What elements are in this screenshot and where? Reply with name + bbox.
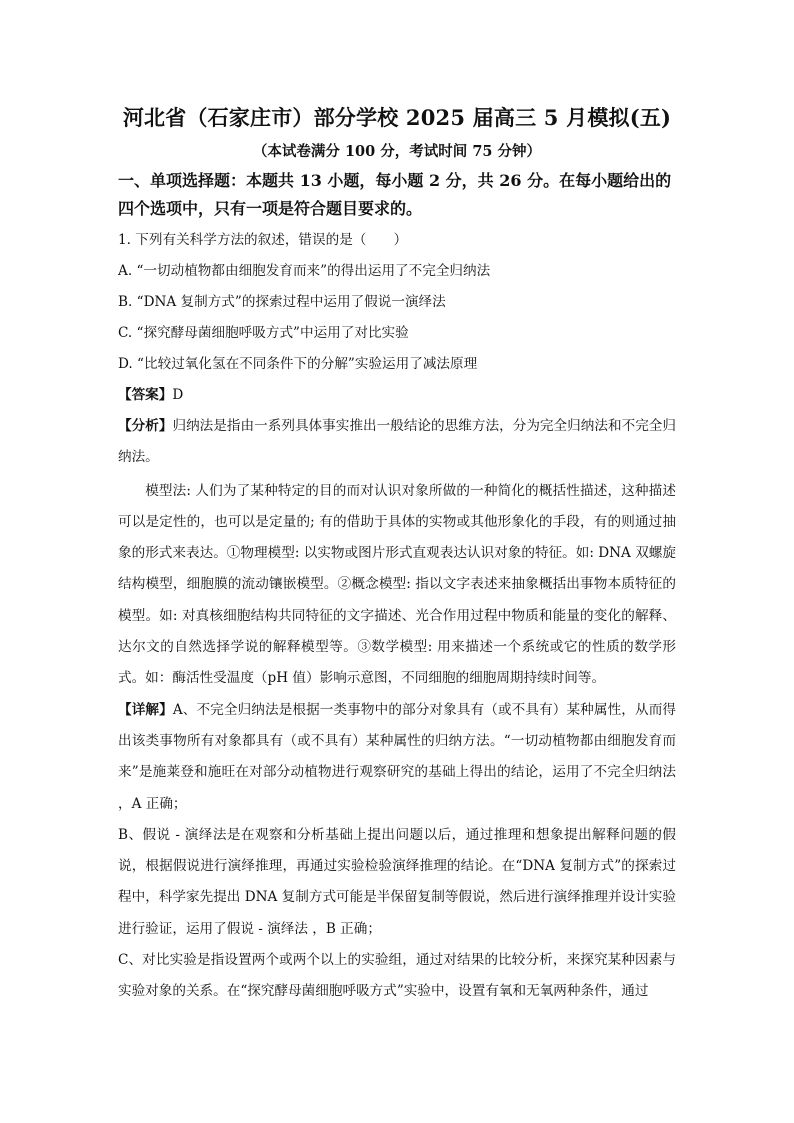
answer-value: D bbox=[172, 387, 184, 403]
option-c: C. “探究酵母菌细胞呼吸方式”中运用了对比实验 bbox=[118, 325, 409, 341]
detail-paragraph-a bbox=[118, 695, 676, 820]
analysis-paragraph bbox=[118, 411, 676, 474]
model-paragraph: 模型法: 人们为了某种特定的目的而对认识对象所做的一种简化的概括性描述，这种描述可以是定性的，也可以是定量的; 有的借助于具体的实物或其他形象化的手段，有的则通过抽象的形式来表达。①物理模型: 以实物或图片形式直观表达认识对象的特征。如: DNA 双螺旋结构模型，细胞膜的流动镶嵌模型。②概念模型: 指以文字表述来抽象概括出事物本质特征的模型。如: 对真核细胞结构共同特征的文字描述、光合作用过程中物质和能量的变化的解释、达尔文的自然选择学说的解释模型等。③数学模型: 用来描述一个系统或它的性质的数学形式。如：酶活性受温度（pH 值）影响示意图，不同细胞的细胞周期持续时间等。 bbox=[118, 482, 676, 687]
analysis-tag: 【分析】 bbox=[118, 418, 173, 434]
option-d: D. “比较过氧化氢在不同条件下的分解”实验运用了减法原理 bbox=[118, 356, 478, 372]
section-heading: 一、单项选择题：本题共 13 小题，每小题 2 分，共 26 分。在每小题给出的四个选项中，只有一项是符合题目要求的。 bbox=[118, 171, 672, 218]
option-b: B. “DNA 复制方式”的探索过程中运用了假说一演绎法 bbox=[118, 294, 446, 310]
exam-subtitle: （本试卷满分 100 分，考试时间 75 分钟） bbox=[252, 143, 542, 160]
detail-tag: 【详解】 bbox=[118, 701, 173, 718]
answer-line bbox=[118, 380, 676, 411]
option-a: A. “一切动植物都由细胞发育而来”的得出运用了不完全归纳法 bbox=[118, 263, 491, 279]
detail-paragraph-b: B、假说 - 演绎法是在观察和分析基础上提出问题以后，通过推理和想象提出解释问题的假说，根据假说进行演绎推理，再通过实验检验演绎推理的结论。在“DNA 复制方式”的探索过程中，科学家先提出 DNA 复制方式可能是半保留复制等假说，然后进行演绎推理并设计实验进行验证，运用了假说 - 演绎法 ，B 正确； bbox=[118, 826, 676, 937]
analysis-text: 归纳法是指由一系列具体事实推出一般结论的思维方法，分为完全归纳法和不完全归纳法。 bbox=[118, 418, 677, 466]
detail-paragraph-c: C、对比实验是指设置两个或两个以上的实验组，通过对结果的比较分析，来探究某种因素与实验对象的关系。在“探究酵母菌细胞呼吸方式”实验中，设置有氧和无氧两种条件，通过 bbox=[118, 952, 676, 1000]
answer-tag: 【答案】 bbox=[118, 387, 173, 403]
question-stem: 1. 下列有关科学方法的叙述，错误的是（ ） bbox=[118, 232, 408, 248]
detail-a-text: A、不完全归纳法是根据一类事物中的部分对象具有（或不具有）某种属性，从而得出该类事物所有对象都具有（或不具有）某种属性的归纳方法。“一切动植物都由细胞发育而来”是施莱登和施旺在对部分动植物进行观察研究的基础上得出的结论，运用了不完全归纳法 ，A 正确； bbox=[118, 701, 676, 812]
exam-title: 河北省（石家庄市）部分学校 2025 届高三 5 月模拟(五) bbox=[122, 105, 672, 130]
